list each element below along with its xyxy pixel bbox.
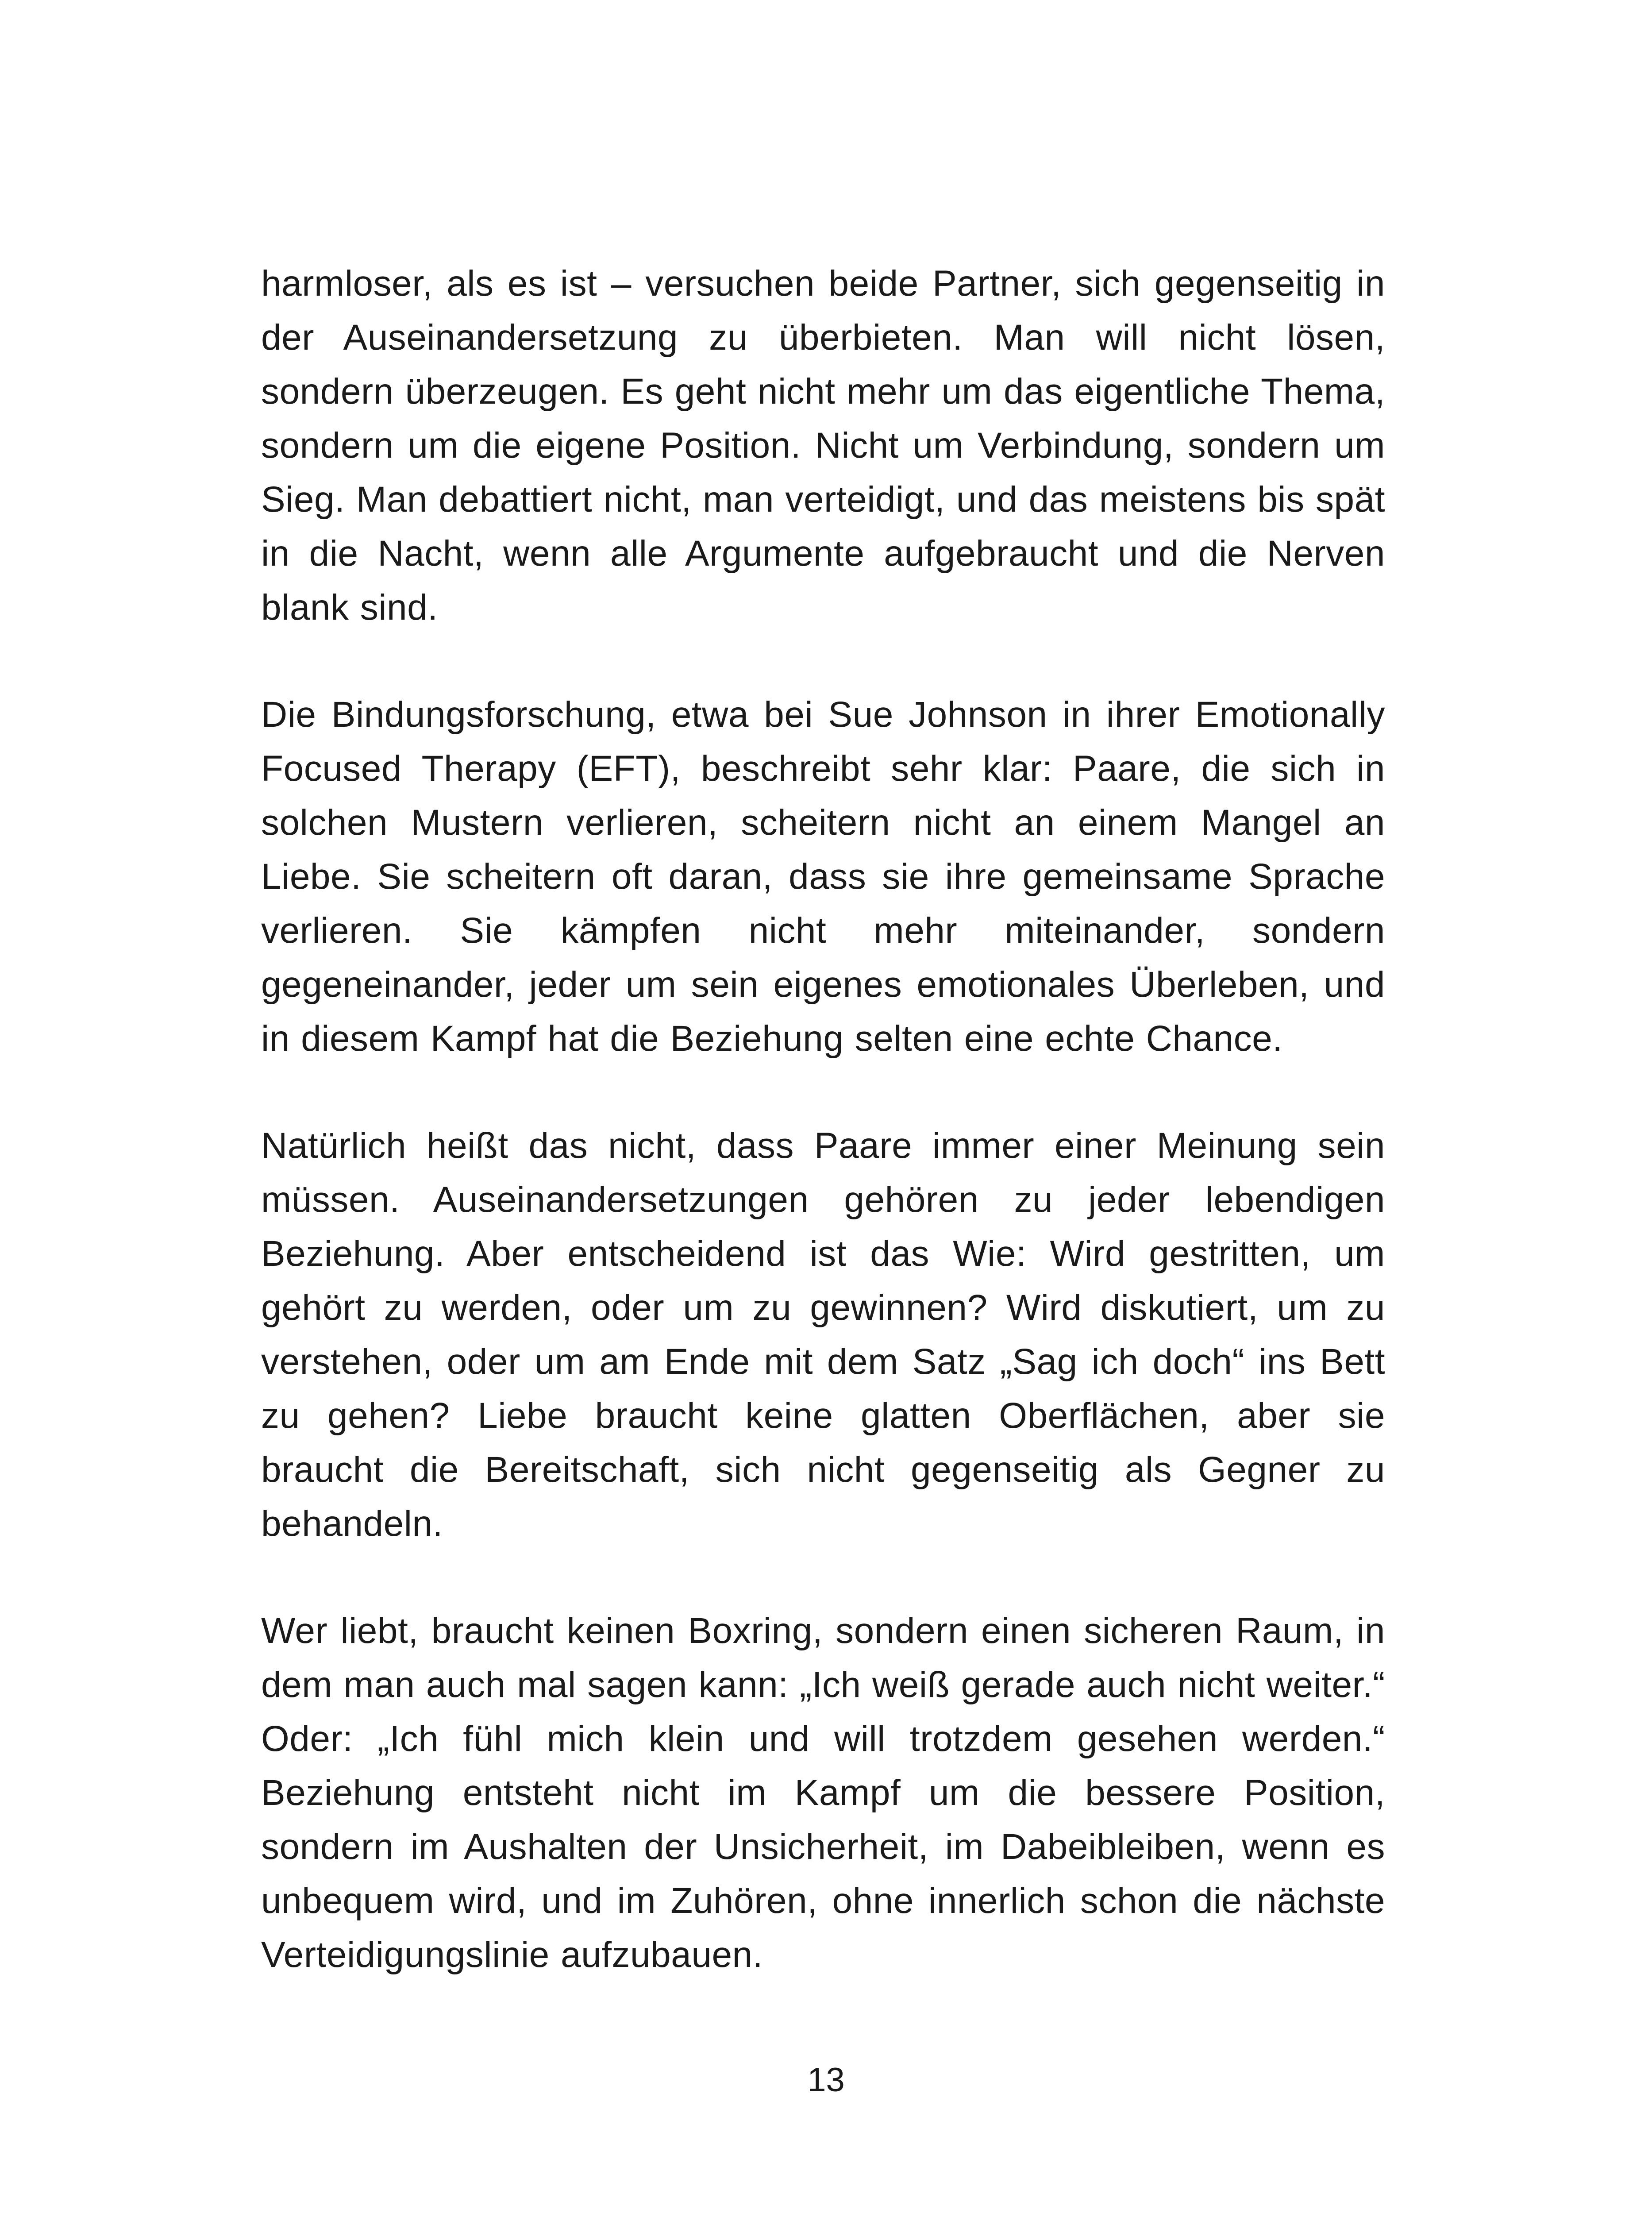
body-text — [261, 257, 1385, 2035]
paragraph-3: Natürlich heißt das nicht, dass Paare immer einer Meinung sein müssen. Auseinandersetzungen gehören zu jeder lebendigen Beziehung. Aber entscheidend ist das Wie: Wird gestritten, um gehört zu werden, oder um zu gewinnen? Wird diskutiert, um zu verstehen, oder um am Ende mit dem Satz „Sag ich doch“ ins Bett zu gehen? Liebe braucht keine glatten Oberflächen, aber sie braucht die Bereitschaft, sich nicht gegenseitig als Gegner zu behandeln. — [261, 1126, 1385, 1544]
paragraph-1: harmloser, als es ist – versuchen beide Partner, sich gegenseitig in der Auseinandersetzung zu überbieten. Man will nicht lösen, sondern überzeugen. Es geht nicht mehr um das eigentliche Thema, sondern um die eigene Position. Nicht um Verbindung, sondern um Sieg. Man debattiert nicht, man verteidigt, und das meistens bis spät in die Nacht, wenn alle Argumente aufgebraucht und die Nerven blank sind. — [261, 263, 1385, 628]
page-number: 13 — [807, 2061, 845, 2099]
paragraph-4: Wer liebt, braucht keinen Boxring, sondern einen sicheren Raum, in dem man auch mal sagen kann: „Ich weiß gerade auch nicht weiter.“ Oder: „Ich fühl mich klein und will trotzdem gesehen werden.“ Beziehung entsteht nicht im Kampf um die bessere Position, sondern im Aushalten der Unsicherheit, im Dabeibleiben, wenn es unbequem wird, und im Zuhören, ohne innerlich schon die nächste Verteidigungslinie aufzubauen. — [261, 1611, 1385, 1975]
paragraph-2: Die Bindungsforschung, etwa bei Sue Johnson in ihrer Emotionally Focused Therapy (EFT), beschreibt sehr klar: Paare, die sich in solchen Mustern verlieren, scheitern nicht an einem Mangel an Liebe. Sie scheitern oft daran, dass sie ihre gemeinsame Sprache verlieren. Sie kämpfen nicht mehr miteinander, sondern gegeneinander, jeder um sein eigenes emotionales Überleben, und in diesem Kampf hat die Beziehung selten eine echte Chance. — [261, 694, 1385, 1059]
